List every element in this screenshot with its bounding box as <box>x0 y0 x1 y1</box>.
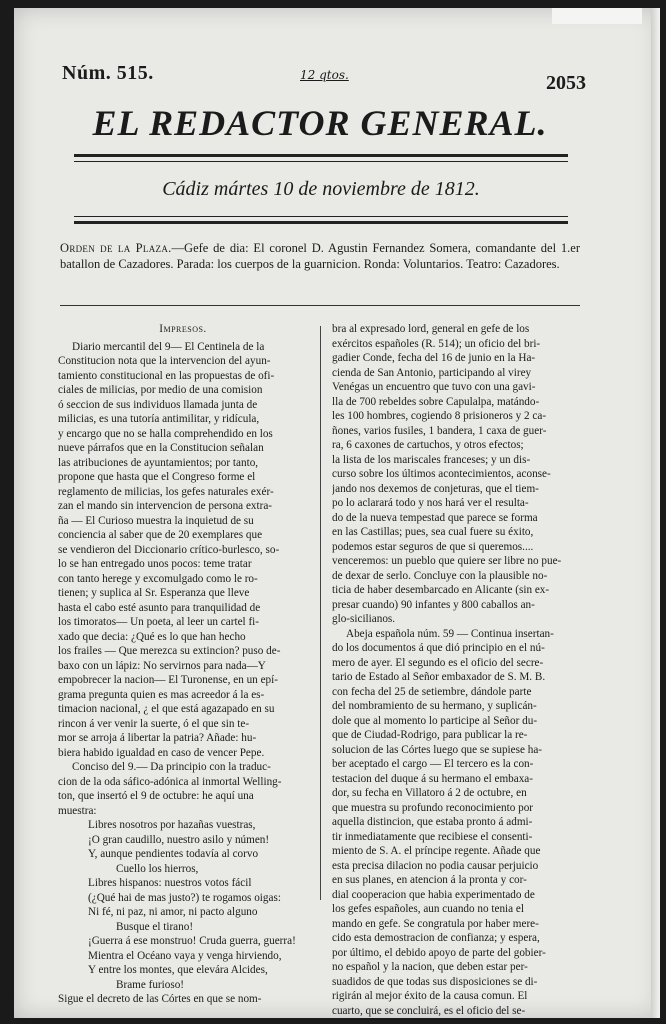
text-line: propone que hasta que el Congreso forme el <box>58 471 256 483</box>
text-line: reglamento de milicias, los gefes naturales exér- <box>58 485 274 498</box>
verse-line: Y, aunque pendientes todavía al corvo <box>88 848 259 860</box>
text-line: ra, 6 caxones de cartuchos, y otros efectos; <box>332 439 524 451</box>
text-line: do los documentos á que dió principio en el nú- <box>332 642 545 654</box>
text-line: nueve párrafos que en la Constitucion señalan <box>58 442 264 454</box>
text-line: mor se arroja á libertar la patria? Añade: hu- <box>58 732 257 744</box>
text-line: la lista de los mariscales franceses; y un dis- <box>332 453 531 466</box>
text-line: rincon á ver venir la suerte, ó el que sin te- <box>58 717 250 730</box>
text-line: timacion nacional, ¿ el que está agazapado en su <box>58 703 275 715</box>
text-line: los frailes — Que merezca su extincion? puso de- <box>58 645 281 657</box>
text-line: biera habido igualdad en caso de vencer Pepe. <box>58 746 265 759</box>
text-line: les 100 hombres, cogiendo 8 prisioneros y 2 ca- <box>332 410 547 422</box>
price-note: 12 qtos. <box>300 68 349 82</box>
text-line: miento de S. A. el príncipe regente. Añade que <box>332 845 541 857</box>
text-line: tario de Estado al Señor embaxador de S. M. B. <box>332 671 546 683</box>
verse-line: ¡O gran caudillo, nuestro asilo y númen! <box>88 833 270 846</box>
text-line: los gefes españoles, aun cuando no tenia el <box>332 903 524 915</box>
text-line: mando en gefe. Se congratula por haber mere- <box>332 917 539 930</box>
verse-line: ¡Guerra á ese monstruo! Cruda guerra, guerra! <box>88 935 296 947</box>
text-line: tamiento constitucional en las propuestas de ofi- <box>58 369 275 382</box>
text-line: jando nos dexemos de conjeturas, que el tiem- <box>332 482 539 495</box>
text-line: exércitos españoles (R. 514); un oficio del bri- <box>332 337 541 350</box>
impresos-heading: Impresos. <box>159 323 207 335</box>
text-line: las atribuciones de ayuntamientos; por tanto, <box>58 456 259 469</box>
masthead-title: EL REDACTOR GENERAL. <box>92 103 548 143</box>
masthead-rule-thin <box>74 161 568 162</box>
text-line: glo-sicilianos. <box>332 613 396 625</box>
text-line: rigirán al mejor éxito de la causa comun. El <box>332 990 528 1002</box>
dateline-rule-thin <box>74 216 568 217</box>
text-line: testacion del duque á su hermano el embaxa- <box>332 772 533 785</box>
text-line: muestra: <box>58 804 97 817</box>
text-line: conciencia al saber que de 20 exemplares que <box>58 529 263 541</box>
text-line: ó seccion de sus individuos llamada junta de <box>58 398 258 411</box>
issue-number: Núm. 515. <box>62 62 154 84</box>
verse-line: Ni fé, ni paz, ni amor, ni pacto alguno <box>88 906 258 918</box>
page-edge <box>651 8 660 1018</box>
section-rule <box>60 305 580 306</box>
masthead-rule-thick <box>74 154 568 157</box>
text-line: mero de ayer. El segundo es el oficio del secre- <box>332 656 544 669</box>
dateline-rule-thick <box>74 221 568 224</box>
text-line: cion de la oda sáfico-adónica al inmortal Welling- <box>58 775 282 788</box>
right-column <box>332 322 582 1018</box>
text-line: gadier Conde, fecha del 16 de junio en la Ha- <box>332 352 536 364</box>
text-line: podemos estar seguros de que si queremos.... <box>332 540 534 553</box>
text-line: presar cuando) 90 infantes y 800 caballos an- <box>332 598 535 611</box>
text-line: suadidos de que todas sus disposiciones se di- <box>332 975 538 988</box>
text-line: y encargo que no se halla comprehendido en los <box>58 427 273 440</box>
verse-line: Y entre los montes, que elevára Alcides, <box>88 964 268 976</box>
text-line: ton, que insertó el 9 de octubre: he aquí una <box>58 790 254 802</box>
text-line: ber aceptado el cargo — El tercero es la con- <box>332 758 534 770</box>
text-line: lo se han entregado unos pocos: teme tratar <box>58 558 252 570</box>
text-line: Sigue el decreto de las Córtes en que se nom- <box>58 993 262 1005</box>
text-line: en sus planes, en atencion á la pronta y cor- <box>332 874 527 886</box>
text-line: aquella distincion, que estaba pronto á admi- <box>332 816 533 828</box>
text-line: empobrecer la nacion— El Turonense, en un epí- <box>58 674 278 686</box>
text-line: hasta el cabo esté asunto para tranquilidad de <box>58 601 261 614</box>
verse-line: Mientra el Océano vaya y venga hirviendo, <box>88 949 282 962</box>
text-line: que muestra su profundo reconocimiento por <box>332 801 534 814</box>
text-line: dial cooperacion que habia experimentado de <box>332 888 535 901</box>
text-line: venceremos: un pueblo que quiere ser libre no pue- <box>332 555 562 567</box>
verse-line: (¿Qué hai de mas justo?) te rogamos oigas: <box>88 891 281 904</box>
column-divider <box>320 326 321 900</box>
orden-label: Orden de la Plaza. <box>60 241 172 255</box>
text-line: grama pregunta quien es mas acreedor á la es- <box>58 688 265 701</box>
text-line: Diario mercantil del 9— El Centinela de la <box>72 340 265 353</box>
text-line: ciales de milicias, por medio de una comision <box>58 384 263 396</box>
verse-line: Busque el tirano! <box>116 920 194 933</box>
text-line: los timoratos— Un poeta, al leer un cartel fi- <box>58 616 259 628</box>
text-line: Abeja española núm. 59 — Continua insertan- <box>346 627 554 640</box>
text-line: ticia de haber desembarcado en Alicante (sin ex- <box>332 584 550 596</box>
text-line: tir inmediatamente que recibiese el consenti- <box>332 830 533 843</box>
verse-line: Libres hispanos: nuestros votos fácil <box>88 877 252 889</box>
text-line: bra al expresado lord, general en gefe de los <box>332 323 530 335</box>
dateline: Cádiz mártes 10 de noviembre de 1812. <box>162 178 480 200</box>
text-line: se vendieron del Diccionario crítico-burlesco, so- <box>58 543 280 556</box>
text-line: po lo aclarará todo y nos hará ver el resulta- <box>332 497 529 509</box>
page-number: 2053 <box>546 72 586 94</box>
orden-text: —Gefe de dia: El coronel D. Agustin Fernandez Somera, comandante del 1.er batallon de Cazadores. Parada: los cuerpos de la guarnicion. Ronda: Voluntarios. Teatro: Cazadores. <box>60 241 580 271</box>
text-line: ña — El Curioso muestra la inquietud de su <box>58 514 254 527</box>
text-line: esta precisa dilacion no podia causar perjuicio <box>332 859 539 872</box>
text-line: no español y la nacion, que deben estar per- <box>332 961 528 973</box>
newspaper-page <box>14 8 660 1018</box>
text-line: milicias, es una tutoría antimilitar, y ridícula, <box>58 413 260 425</box>
text-line: solucion de las Córtes luego que se supiese ha- <box>332 743 543 756</box>
text-line: ñones, varios fusiles, 1 bandera, 1 caxa de guer- <box>332 424 547 437</box>
text-line: baxo con un lápiz: No servirnos para nada—Y <box>58 659 266 672</box>
verse-line: Brame furioso! <box>116 978 185 991</box>
text-line: tienen; y suplica al Sr. Esperanza que lleve <box>58 587 250 599</box>
text-line: Conciso del 9.— Da principio con la traduc- <box>72 761 271 773</box>
text-line: cienda de San Antonio, participando al virey <box>332 366 532 379</box>
text-line: con fecha del 25 de setiembre, dándole parte <box>332 685 532 698</box>
text-line: cuarto, que se concluirá, es el oficio del se- <box>332 1004 526 1017</box>
text-line: curso sobre los últimos acontecimientos, aconse- <box>332 468 551 480</box>
text-line: zan el mando sin intervencion de persona extra- <box>58 500 273 512</box>
text-line: dole que al momento lo participe al Señor du- <box>332 714 538 727</box>
text-line: dor, su fecha en Villatoro á 2 de octubre, en <box>332 787 527 799</box>
text-line: cido esta demostracion de confianza; y espera, <box>332 932 540 944</box>
text-line: por último, el debido apoyo de parte del gobier- <box>332 946 546 959</box>
text-line: xado que decia: ¿Qué es lo que han hecho <box>58 630 246 643</box>
text-line: Constitucion nota que la intervencion del ayun- <box>58 355 271 367</box>
left-column <box>58 322 308 1007</box>
text-line: en las Castillas; pues, sea cual fuere su éxito, <box>332 526 534 538</box>
orden-de-la-plaza <box>60 240 580 272</box>
text-line: lla de 700 rebeldes sobre Capulalpa, matándo- <box>332 395 540 408</box>
page-fold <box>552 8 642 24</box>
text-line: que de Ciudad-Rodrigo, para publicar la re- <box>332 729 528 741</box>
text-line: con tanto herege y excomulgado como le ro- <box>58 572 258 585</box>
verse-line: Libres nosotros por hazañas vuestras, <box>88 819 256 831</box>
text-line: do de la nueva tempestad que parece se forma <box>332 511 538 524</box>
text-line: del nombramiento de su hermano, y suplicán- <box>332 700 537 712</box>
text-line: de dexar de serlo. Concluye con la plausible no- <box>332 569 548 582</box>
verse-line: Cuello los hierros, <box>116 862 199 875</box>
text-line: Venégas un encuentro que tuvo con una gavi- <box>332 381 536 393</box>
